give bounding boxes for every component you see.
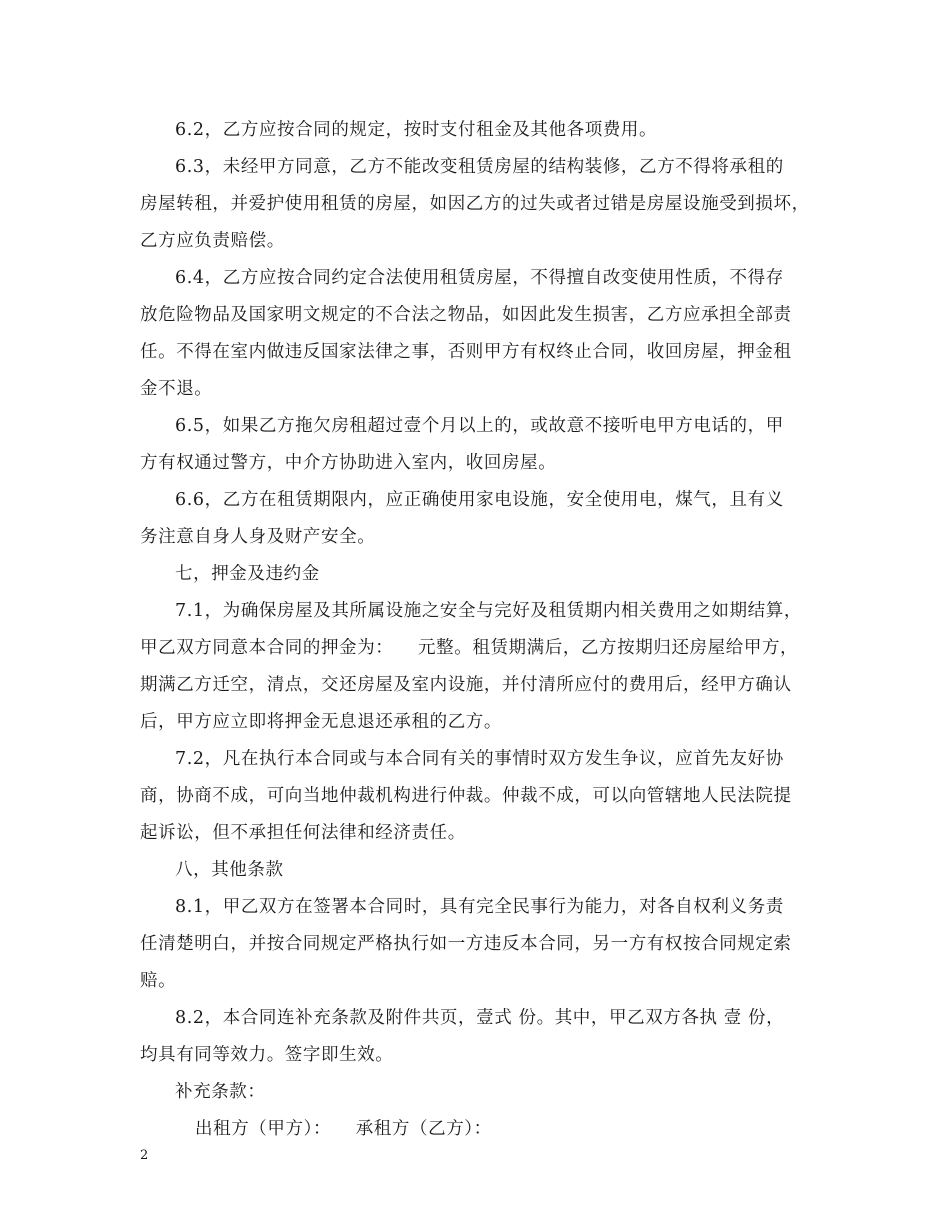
clause-6-3-cont: 房屋转租，并爱护使用租赁的房屋，如因乙方的过失或者过错是房屋设施受到损坏， bbox=[140, 194, 810, 214]
section-7-heading: 七，押金及违约金 bbox=[175, 564, 320, 584]
page-number: 2 bbox=[140, 1148, 149, 1163]
clause-6-3: 6.3，未经甲方同意，乙方不能改变租赁房屋的结构装修，乙方不得将承租的 bbox=[175, 157, 784, 177]
section-8-heading: 八，其他条款 bbox=[175, 860, 284, 880]
clause-6-3-cont: 乙方应负责赔偿。 bbox=[140, 231, 285, 251]
clause-6-6: 6.6，乙方在租赁期限内，应正确使用家电设施，安全使用电，煤气，且有义 bbox=[175, 490, 784, 510]
clause-6-5: 6.5，如果乙方拖欠房租超过壹个月以上的，或故意不接听电甲方电话的，甲 bbox=[175, 416, 784, 436]
clause-7-1-cont: 后，甲方应立即将押金无息退还承租的乙方。 bbox=[140, 712, 502, 732]
clause-8-1-cont: 任清楚明白，并按合同规定严格执行如一方违反本合同，另一方有权按合同规定索 bbox=[140, 934, 792, 954]
clause-8-2: 8.2，本合同连补充条款及附件共页，壹式 份。其中，甲乙双方各执 壹 份， bbox=[175, 1008, 785, 1028]
clause-6-4-cont: 放危险物品及国家明文规定的不合法之物品，如因此发生损害，乙方应承担全部责 bbox=[140, 305, 792, 325]
clause-7-1-cont: 期满乙方迁空，清点，交还房屋及室内设施，并付清所应付的费用后，经甲方确认 bbox=[140, 675, 792, 695]
clause-8-2-cont: 均具有同等效力。签字即生效。 bbox=[140, 1045, 394, 1065]
clause-6-6-cont: 务注意自身人身及财产安全。 bbox=[140, 527, 376, 547]
clause-6-5-cont: 方有权通过警方，中介方协助进入室内，收回房屋。 bbox=[140, 453, 557, 473]
supplementary-terms-label: 补充条款： bbox=[175, 1082, 266, 1102]
clause-7-1-cont: 甲乙双方同意本合同的押金为： 元整。租赁期满后，乙方按期归还房屋给甲方， bbox=[140, 638, 799, 658]
clause-6-4-cont: 金不退。 bbox=[140, 379, 213, 399]
clause-8-1: 8.1，甲乙双方在签署本合同时，具有完全民事行为能力，对各自权利义务责 bbox=[175, 897, 784, 917]
clause-6-2: 6.2，乙方应按合同的规定，按时支付租金及其他各项费用。 bbox=[175, 120, 658, 140]
clause-7-2-cont: 商，协商不成，可向当地仲裁机构进行仲裁。仲裁不成，可以向管辖地人民法院提 bbox=[140, 786, 792, 806]
clause-6-4-cont: 任。不得在室内做违反国家法律之事，否则甲方有权终止合同，收回房屋，押金租 bbox=[140, 342, 792, 362]
clause-7-1: 7.1，为确保房屋及其所属设施之安全与完好及租赁期内相关费用之如期结算， bbox=[175, 601, 802, 621]
signature-parties: 出租方（甲方）： 承租方（乙方）： bbox=[195, 1119, 492, 1139]
clause-7-2: 7.2，凡在执行本合同或与本合同有关的事情时双方发生争议，应首先友好协 bbox=[175, 749, 784, 769]
clause-7-2-cont: 起诉讼，但不承担任何法律和经济责任。 bbox=[140, 823, 466, 843]
clause-6-4: 6.4，乙方应按合同约定合法使用租赁房屋，不得擅自改变使用性质，不得存 bbox=[175, 268, 784, 288]
clause-8-1-cont: 赔。 bbox=[140, 971, 177, 991]
